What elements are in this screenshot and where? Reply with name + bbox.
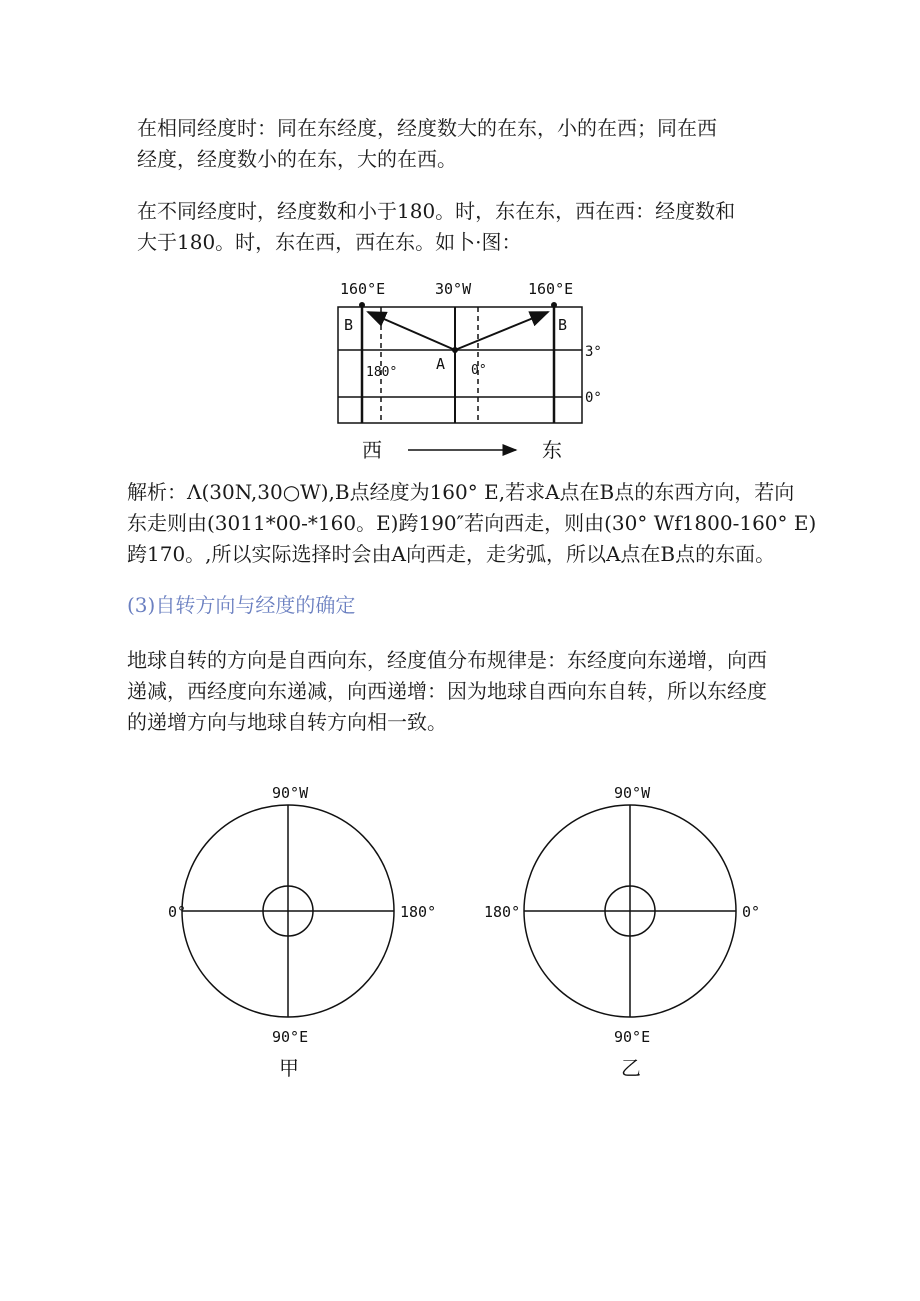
paragraph-diff-longitude-line2: 大于180。时，东在西，西在东。如卜·图： (137, 230, 522, 254)
label-3-lat: 3° (585, 344, 602, 360)
polar-diagram-yi (480, 770, 780, 1090)
rotation-line2: 递减，西经度向东递减，向西递增：因为地球自西向东自转，所以东经度 (127, 679, 767, 703)
arrow-a-to-b-east (455, 312, 548, 350)
rotation-line3: 的递增方向与地球自转方向相一致。 (127, 710, 447, 734)
label-east: 东 (542, 438, 562, 462)
label-a: A (436, 355, 446, 373)
point-b-right (551, 302, 557, 308)
label-160e-left: 160°E (340, 280, 386, 298)
paragraph-diff-longitude-line1: 在不同经度时，经度数和小于180。时，东在东，西在西：经度数和 (137, 199, 736, 223)
analysis-line3: 跨170。,所以实际选择时会由A向西走，走劣弧，所以A点在B点的东面。 (127, 542, 776, 566)
label-right: 0° (742, 903, 761, 921)
label-left: 180° (484, 903, 521, 921)
label-0-lat: 0° (585, 390, 602, 406)
label-160e-right: 160°E (528, 280, 574, 298)
paragraph-same-longitude-line1: 在相同经度时：同在东经度，经度数大的在东，小的在西；同在西 (137, 116, 717, 140)
analysis-line2: 东走则由(3011*00-*160。E)跨190″若向西走，则由(30° Wf1800-160° E) (127, 511, 817, 535)
label-left: 0° (168, 903, 187, 921)
caption-jia: 甲 (279, 1056, 299, 1080)
paragraph-same-longitude-line2: 经度，经度数小的在东，大的在西。 (137, 147, 457, 171)
label-0-lon: 0° (471, 363, 487, 378)
analysis-line1: 解析：Λ(30N,30○W),B点经度为160° E,若求A点在B点的东西方向，若向 (127, 480, 795, 504)
label-west: 西 (362, 438, 382, 462)
label-b-right: B (558, 316, 568, 334)
label-180: 180° (366, 365, 398, 380)
section-heading: (3)自转方向与经度的确定 (127, 593, 356, 617)
label-right: 180° (400, 903, 437, 921)
label-top: 90°W (614, 784, 651, 802)
longitude-diagram (330, 270, 620, 470)
caption-yi: 乙 (621, 1056, 641, 1080)
label-top: 90°W (272, 784, 309, 802)
label-bottom: 90°E (614, 1028, 651, 1046)
rotation-line1: 地球自转的方向是自西向东，经度值分布规律是：东经度向东递增，向西 (127, 648, 767, 672)
label-b-left: B (344, 316, 354, 334)
polar-diagram-jia (160, 770, 450, 1090)
point-b-left (359, 302, 365, 308)
label-bottom: 90°E (272, 1028, 309, 1046)
label-30w: 30°W (435, 280, 472, 298)
